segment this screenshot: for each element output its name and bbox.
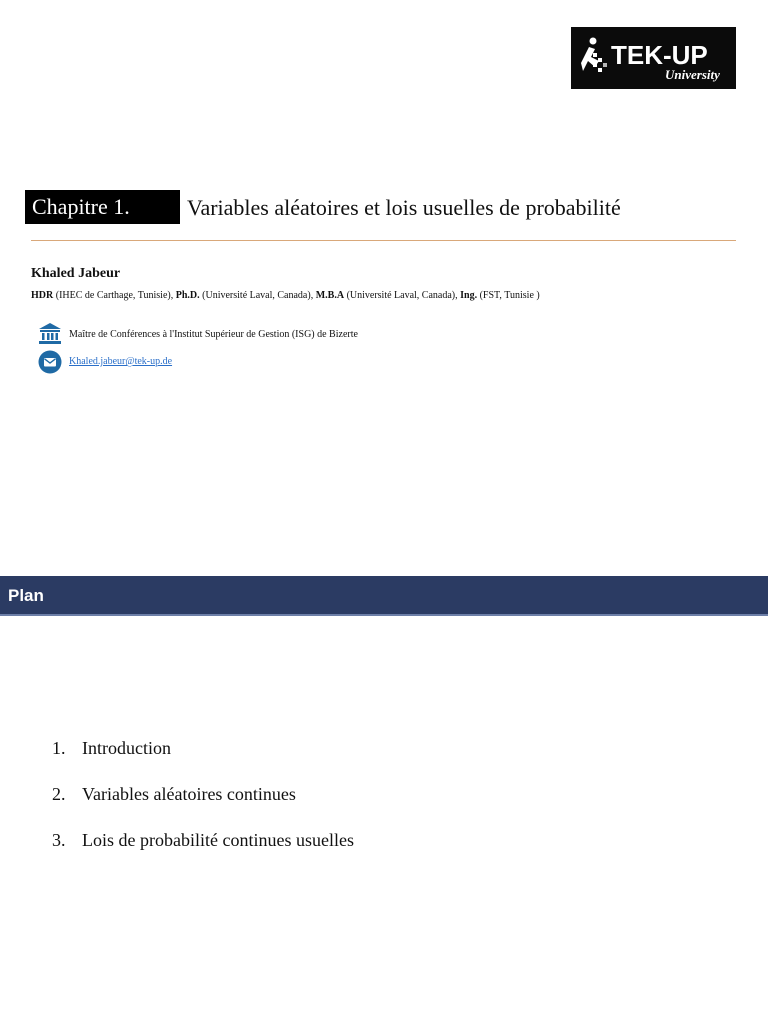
credential-degree: Ing.	[460, 290, 478, 301]
list-item	[52, 782, 354, 828]
list-item-number: 3.	[52, 830, 66, 850]
plan-heading: Plan	[8, 586, 44, 605]
credential-degree: HDR	[31, 290, 54, 301]
author-credentials	[31, 290, 540, 301]
list-item-label: Introduction	[82, 738, 171, 758]
email-icon	[38, 350, 62, 374]
title-divider	[31, 240, 736, 241]
list-item-number: 2.	[52, 784, 66, 804]
credential-place: (FST, Tunisie )	[477, 290, 540, 301]
logo-text: TEK-UP	[611, 40, 708, 70]
list-item-label: Variables aléatoires continues	[82, 784, 296, 804]
credential-degree: Ph.D.	[175, 290, 200, 301]
tekup-logo	[571, 27, 736, 89]
list-item	[52, 828, 354, 874]
author-name: Khaled Jabeur	[31, 266, 121, 281]
author-position: Maître de Conférences à l'Institut Supérieur de Gestion (ISG) de Bizerte	[69, 329, 358, 340]
chapter-label: Chapitre 1.	[25, 190, 180, 224]
list-item	[52, 736, 354, 782]
chapter-title: Variables aléatoires et lois usuelles de probabilité	[187, 195, 621, 220]
credential-degree: M.B.A	[315, 290, 345, 301]
credential-place: (Université Laval, Canada),	[199, 290, 316, 301]
credential-place: (IHEC de Carthage, Tunisie),	[53, 290, 176, 301]
list-item-label: Lois de probabilité continues usuelles	[82, 830, 354, 850]
plan-banner	[0, 576, 768, 616]
logo-subtext: University	[665, 67, 720, 82]
institution-icon	[38, 322, 62, 344]
plan-list	[52, 736, 354, 874]
credential-place: (Université Laval, Canada),	[344, 290, 461, 301]
author-email-link[interactable]: Khaled.jabeur@tek-up.de	[69, 356, 173, 367]
list-item-number: 1.	[52, 738, 66, 758]
